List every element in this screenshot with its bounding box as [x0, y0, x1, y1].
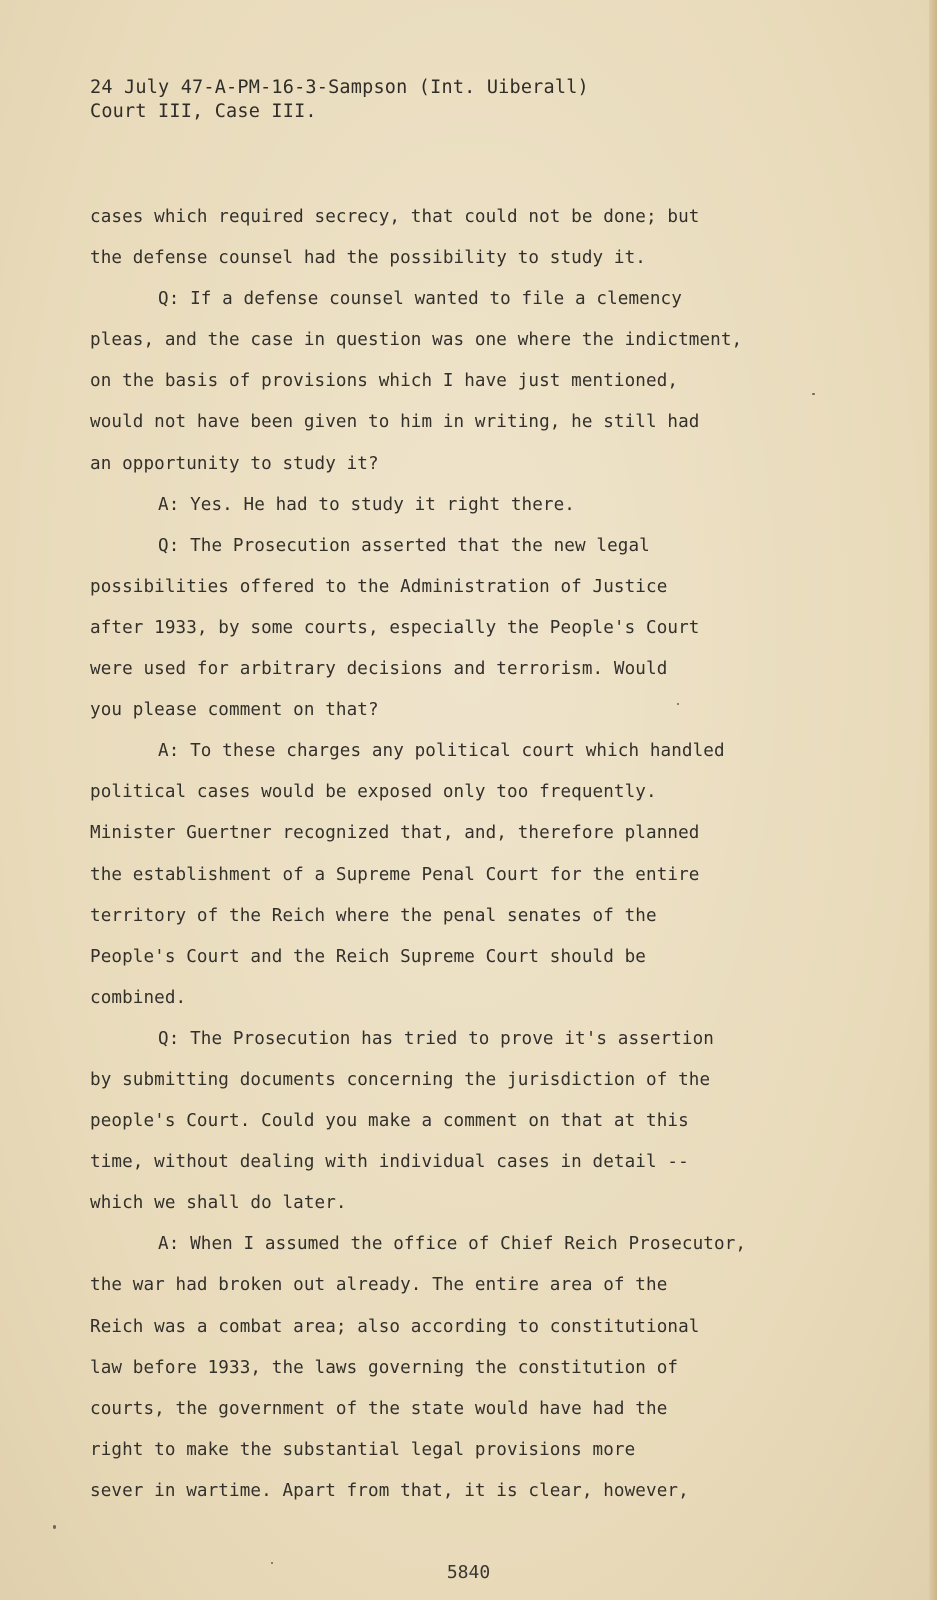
document-header	[90, 76, 589, 124]
text-line: possibilities offered to the Administration of Justice	[90, 576, 668, 597]
text-line: you please comment on that?	[90, 700, 379, 721]
text-line: political cases would be exposed only too frequently.	[90, 782, 657, 803]
text-line: would not have been given to him in writing, he still had	[90, 412, 700, 433]
page-edge	[929, 0, 937, 1600]
paper-speck	[812, 393, 815, 395]
text-line: Minister Guertner recognized that, and, therefore planned	[90, 823, 700, 844]
question-line: Q: The Prosecution asserted that the new legal	[158, 535, 650, 556]
text-line: after 1933, by some courts, especially the People's Court	[90, 617, 700, 638]
text-line: People's Court and the Reich Supreme Court should be	[90, 946, 647, 967]
text-line: the defense counsel had the possibility to study it.	[90, 248, 647, 269]
text-line: people's Court. Could you make a comment on that at this	[90, 1111, 689, 1132]
header-reference-line: 24 July 47-A-PM-16-3-Sampson (Int. Uiberall)	[90, 77, 589, 98]
text-line: an opportunity to study it?	[90, 453, 379, 474]
transcript-body	[90, 197, 880, 1512]
text-line: cases which required secrecy, that could not be done; but	[90, 207, 700, 227]
text-line: sever in wartime. Apart from that, it is clear, however,	[90, 1480, 689, 1501]
text-line: courts, the government of the state would have had the	[90, 1398, 668, 1419]
question-line: Q: The Prosecution has tried to prove it's assertion	[158, 1028, 715, 1049]
answer-line: A: When I assumed the office of Chief Reich Prosecutor,	[158, 1234, 747, 1255]
text-line: pleas, and the case in question was one where the indictment,	[90, 330, 743, 351]
text-line: the war had broken out already. The entire area of the	[90, 1275, 668, 1296]
paper-speck	[271, 1562, 273, 1564]
text-line: territory of the Reich where the penal senates of the	[90, 905, 657, 926]
answer-line: A: To these charges any political court which handled	[158, 741, 725, 762]
text-line: were used for arbitrary decisions and terrorism. Would	[90, 659, 668, 680]
question-line: Q: If a defense counsel wanted to file a clemency	[158, 289, 682, 310]
text-line: time, without dealing with individual cases in detail --	[90, 1152, 689, 1173]
text-line: right to make the substantial legal provisions more	[90, 1439, 636, 1460]
text-line: on the basis of provisions which I have just mentioned,	[90, 371, 679, 392]
answer-line: A: Yes. He had to study it right there.	[158, 494, 576, 515]
header-court-line: Court III, Case III.	[90, 101, 317, 122]
text-line: which we shall do later.	[90, 1193, 347, 1214]
paper-speck	[677, 703, 679, 705]
text-line: Reich was a combat area; also according to constitutional	[90, 1316, 700, 1337]
paper-speck	[53, 1525, 56, 1529]
text-line: law before 1933, the laws governing the constitution of	[90, 1357, 679, 1378]
text-line: the establishment of a Supreme Penal Court for the entire	[90, 864, 700, 885]
page-number: 5840	[446, 1562, 491, 1583]
text-line: by submitting documents concerning the jurisdiction of the	[90, 1069, 711, 1090]
text-line: combined.	[90, 987, 187, 1008]
